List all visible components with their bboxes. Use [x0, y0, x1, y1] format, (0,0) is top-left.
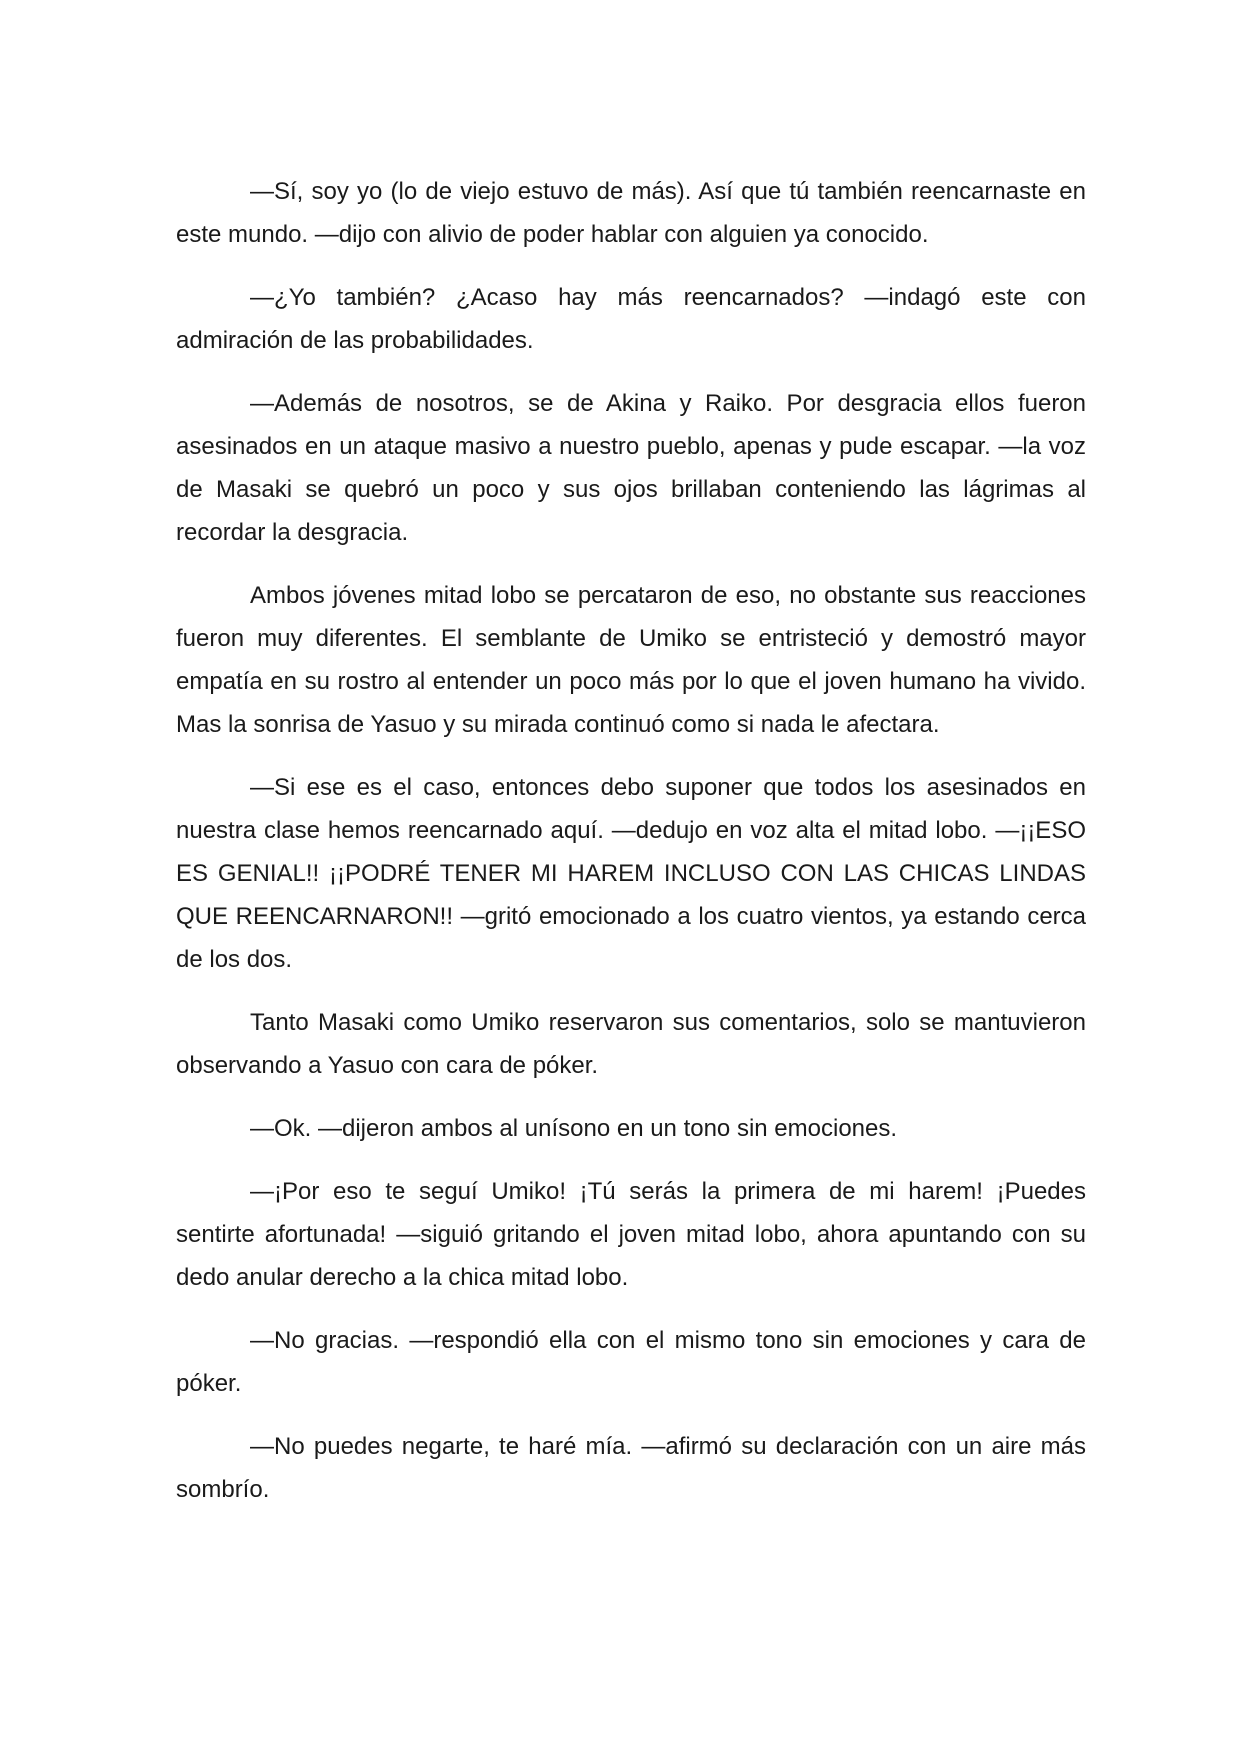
paragraph-9: —No gracias. —respondió ella con el mismo tono sin emociones y cara de póker. [176, 1327, 1086, 1397]
paragraph-2: —¿Yo también? ¿Acaso hay más reencarnados? —indagó este con admiración de las probabilidades. [176, 284, 1086, 354]
paragraph-6: Tanto Masaki como Umiko reservaron sus comentarios, solo se mantuvieron observando a Yasuo con cara de póker. [176, 1009, 1086, 1079]
paragraph-3: —Además de nosotros, se de Akina y Raiko. Por desgracia ellos fueron asesinados en un ataque masivo a nuestro pueblo, apenas y pude escapar. —la voz de Masaki se quebró un poco y sus ojos brillaban conteniendo las lágrimas al recordar la desgracia. [176, 390, 1086, 546]
paragraph-4: Ambos jóvenes mitad lobo se percataron de eso, no obstante sus reacciones fueron muy diferentes. El semblante de Umiko se entristeció y demostró mayor empatía en su rostro al entender un poco más por lo que el joven humano ha vivido. Mas la sonrisa de Yasuo y su mirada continuó como si nada le afectara. [176, 582, 1086, 738]
body-text [176, 170, 1086, 1531]
paragraph-7: —Ok. —dijeron ambos al unísono en un tono sin emociones. [250, 1115, 898, 1142]
paragraph-8: —¡Por eso te seguí Umiko! ¡Tú serás la primera de mi harem! ¡Puedes sentirte afortunada! —siguió gritando el joven mitad lobo, ahora apuntando con su dedo anular derecho a la chica mitad lobo. [176, 1178, 1086, 1291]
paragraph-5: —Si ese es el caso, entonces debo suponer que todos los asesinados en nuestra clase hemos reencarnado aquí. —dedujo en voz alta el mitad lobo. —¡¡ESO ES GENIAL!! ¡¡PODRÉ TENER MI HAREM INCLUSO CON LAS CHICAS LINDAS QUE REENCARNARON!! —gritó emocionado a los cuatro vientos, ya estando cerca de los dos. [176, 774, 1086, 973]
paragraph-10: —No puedes negarte, te haré mía. —afirmó su declaración con un aire más sombrío. [176, 1433, 1086, 1503]
paragraph-1: —Sí, soy yo (lo de viejo estuvo de más). Así que tú también reencarnaste en este mundo. —dijo con alivio de poder hablar con alguien ya conocido. [176, 178, 1086, 248]
